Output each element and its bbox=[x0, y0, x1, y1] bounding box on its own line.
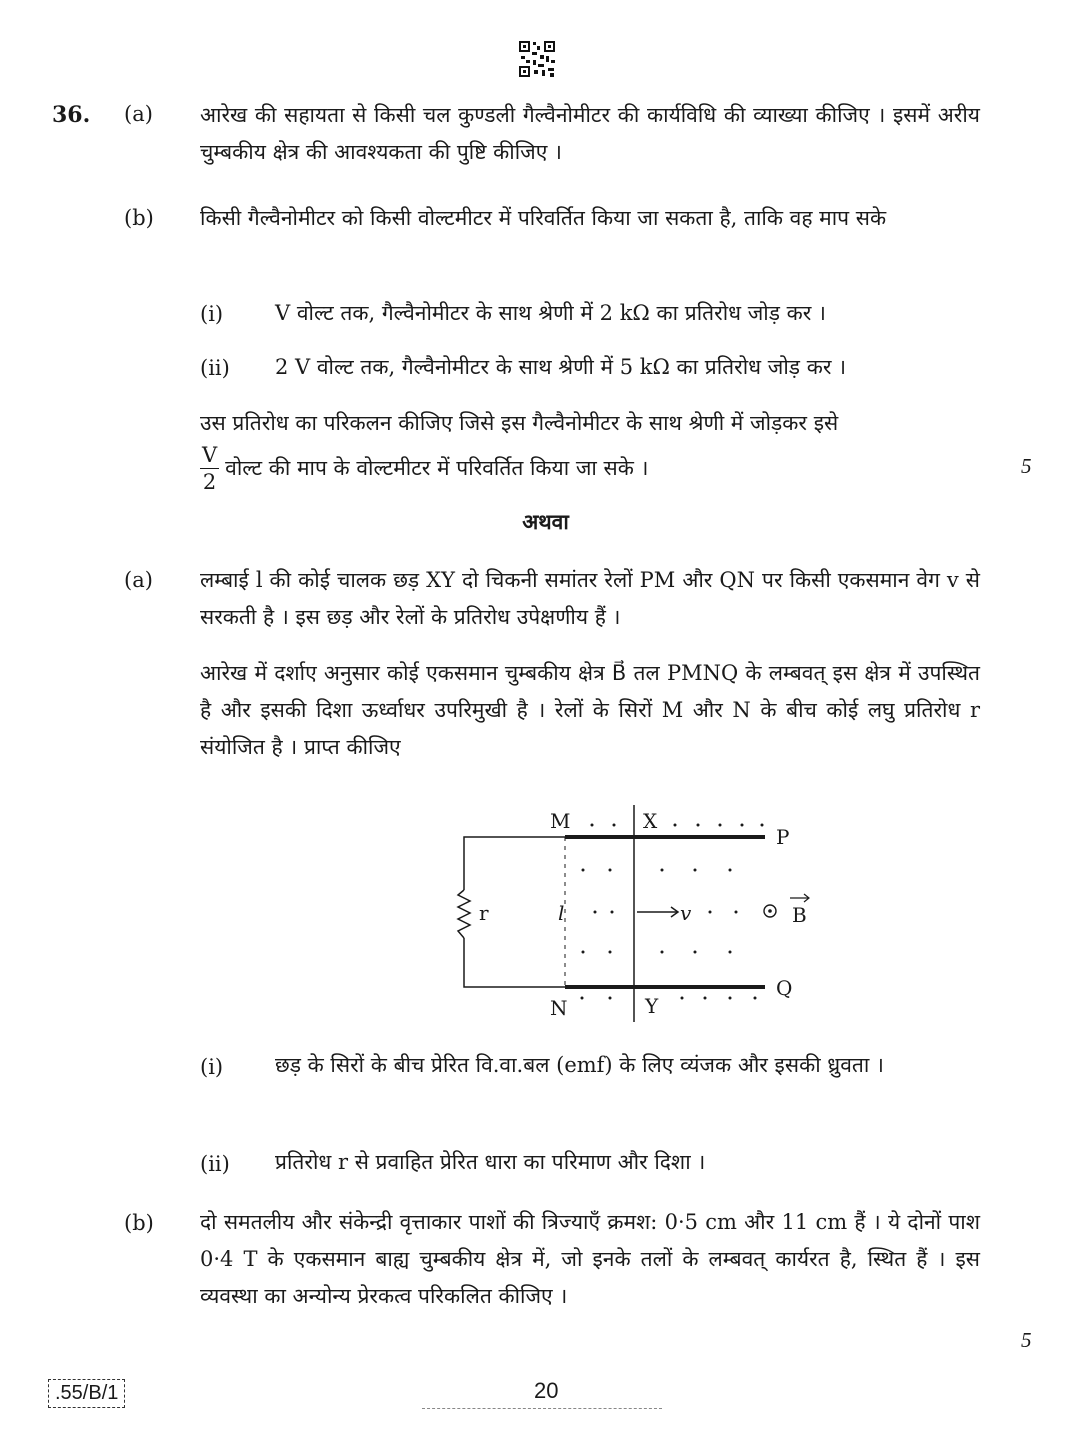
alt-part-a-i-label: (i) bbox=[200, 1055, 224, 1079]
alt-part-a-label: (a) bbox=[124, 568, 153, 592]
label-l: l bbox=[558, 901, 565, 925]
wire-bottom bbox=[464, 938, 565, 987]
qr-code-icon bbox=[518, 40, 556, 78]
part-b-calc-text2: वोल्ट की माप के वोल्टमीटर में परिवर्तित किया जा सके । bbox=[225, 455, 649, 480]
label-v: v bbox=[680, 901, 692, 925]
label-r: r bbox=[479, 901, 489, 925]
alt-part-a-text2: आरेख में दर्शाए अनुसार कोई एकसमान चुम्बकीय क्षेत्र B⃗ तल PMNQ के लम्बवत् इस क्षेत्र में उपस्थित है और इसकी दिशा ऊर्ध्वाधर उपरिमुखी है । रेलों के सिरों M और N के बीच कोई लघु प्रतिरोध r संयोजित है । प्राप्त कीजिए bbox=[200, 661, 980, 759]
alt-part-b-text: दो समतलीय और संकेन्द्री वृत्ताकार पाशों की त्रिज्याएँ क्रमश: 0·5 cm और 11 cm हैं । ये दोनों पाश 0·4 T के एकसमान बाह्य चुम्बकीय क्षेत्र में, जो इनके तलों के लम्बवत् कार्यरत है, स्थित हैं । इस व्यवस्था का अन्योन्य प्रेरकत्व परिकलित कीजिए । bbox=[200, 1210, 980, 1308]
part-a-text: आरेख की सहायता से किसी चल कुण्डली गैल्वैनोमीटर की कार्यविधि की व्याख्या कीजिए । इसमें अरीय चुम्बकीय क्षेत्र की आवश्यकता की पुष्टि कीजिए । bbox=[200, 103, 980, 164]
footer-divider bbox=[422, 1408, 662, 1409]
page-number: 20 bbox=[534, 1378, 559, 1403]
paper-code: .55/B/1 bbox=[48, 1379, 125, 1408]
fraction-numerator: V bbox=[202, 442, 218, 467]
part-b-calc-text: उस प्रतिरोध का परिकलन कीजिए जिसे इस गैल्वैनोमीटर के साथ श्रेणी में जोड़कर इसे bbox=[200, 411, 839, 435]
label-Q: Q bbox=[776, 976, 793, 1000]
alt-part-a-ii-text: प्रतिरोध r से प्रवाहित प्रेरित धारा का परिमाण और दिशा । bbox=[275, 1150, 706, 1174]
label-B: B bbox=[792, 903, 807, 927]
part-a-label: (a) bbox=[124, 102, 153, 126]
part-b-text: किसी गैल्वैनोमीटर को किसी वोल्टमीटर में परिवर्तित किया जा सकता है, ताकि वह माप सके bbox=[200, 206, 887, 230]
alt-part-a-text1: लम्बाई l की कोई चालक छड़ XY दो चिकनी समांतर रेलों PM और QN पर किसी एकसमान वेग v से सरकती है । इस छड़ और रेलों के प्रतिरोध उपेक्षणीय हैं । bbox=[200, 568, 980, 629]
part-b-ii-text: 2 V वोल्ट तक, गैल्वैनोमीटर के साथ श्रेणी में 5 kΩ का प्रतिरोध जोड़ कर । bbox=[275, 355, 847, 379]
part-b-i-label: (i) bbox=[200, 302, 224, 326]
part-b-label: (b) bbox=[124, 206, 154, 230]
alt-part-a-i-text: छड़ के सिरों के बीच प्रेरित वि.वा.बल (emf) के लिए व्यंजक और इसकी ध्रुवता । bbox=[275, 1053, 884, 1077]
resistor-r bbox=[458, 890, 470, 938]
or-heading: अथवा bbox=[522, 509, 569, 534]
part-b-i-text: V वोल्ट तक, गैल्वैनोमीटर के साथ श्रेणी में 2 kΩ का प्रतिरोध जोड़ कर । bbox=[275, 301, 827, 325]
question-number: 36. bbox=[52, 102, 91, 128]
wire-top bbox=[464, 837, 565, 890]
label-P: P bbox=[776, 825, 790, 849]
label-Y: Y bbox=[645, 994, 659, 1018]
fraction-denominator: 2 bbox=[202, 469, 217, 494]
label-N: N bbox=[550, 996, 568, 1020]
label-M: M bbox=[550, 809, 571, 833]
part-b-ii-label: (ii) bbox=[200, 356, 230, 380]
circuit-diagram bbox=[440, 800, 830, 1030]
alt-part-b-label: (b) bbox=[124, 1211, 154, 1235]
marks-1: 5 bbox=[1021, 454, 1032, 478]
label-X: X bbox=[643, 809, 658, 833]
fraction-v-over-2 bbox=[200, 442, 219, 495]
part-b-calc-line2 bbox=[200, 440, 648, 496]
marks-2: 5 bbox=[1021, 1328, 1032, 1352]
alt-part-a-ii-label: (ii) bbox=[200, 1152, 230, 1176]
